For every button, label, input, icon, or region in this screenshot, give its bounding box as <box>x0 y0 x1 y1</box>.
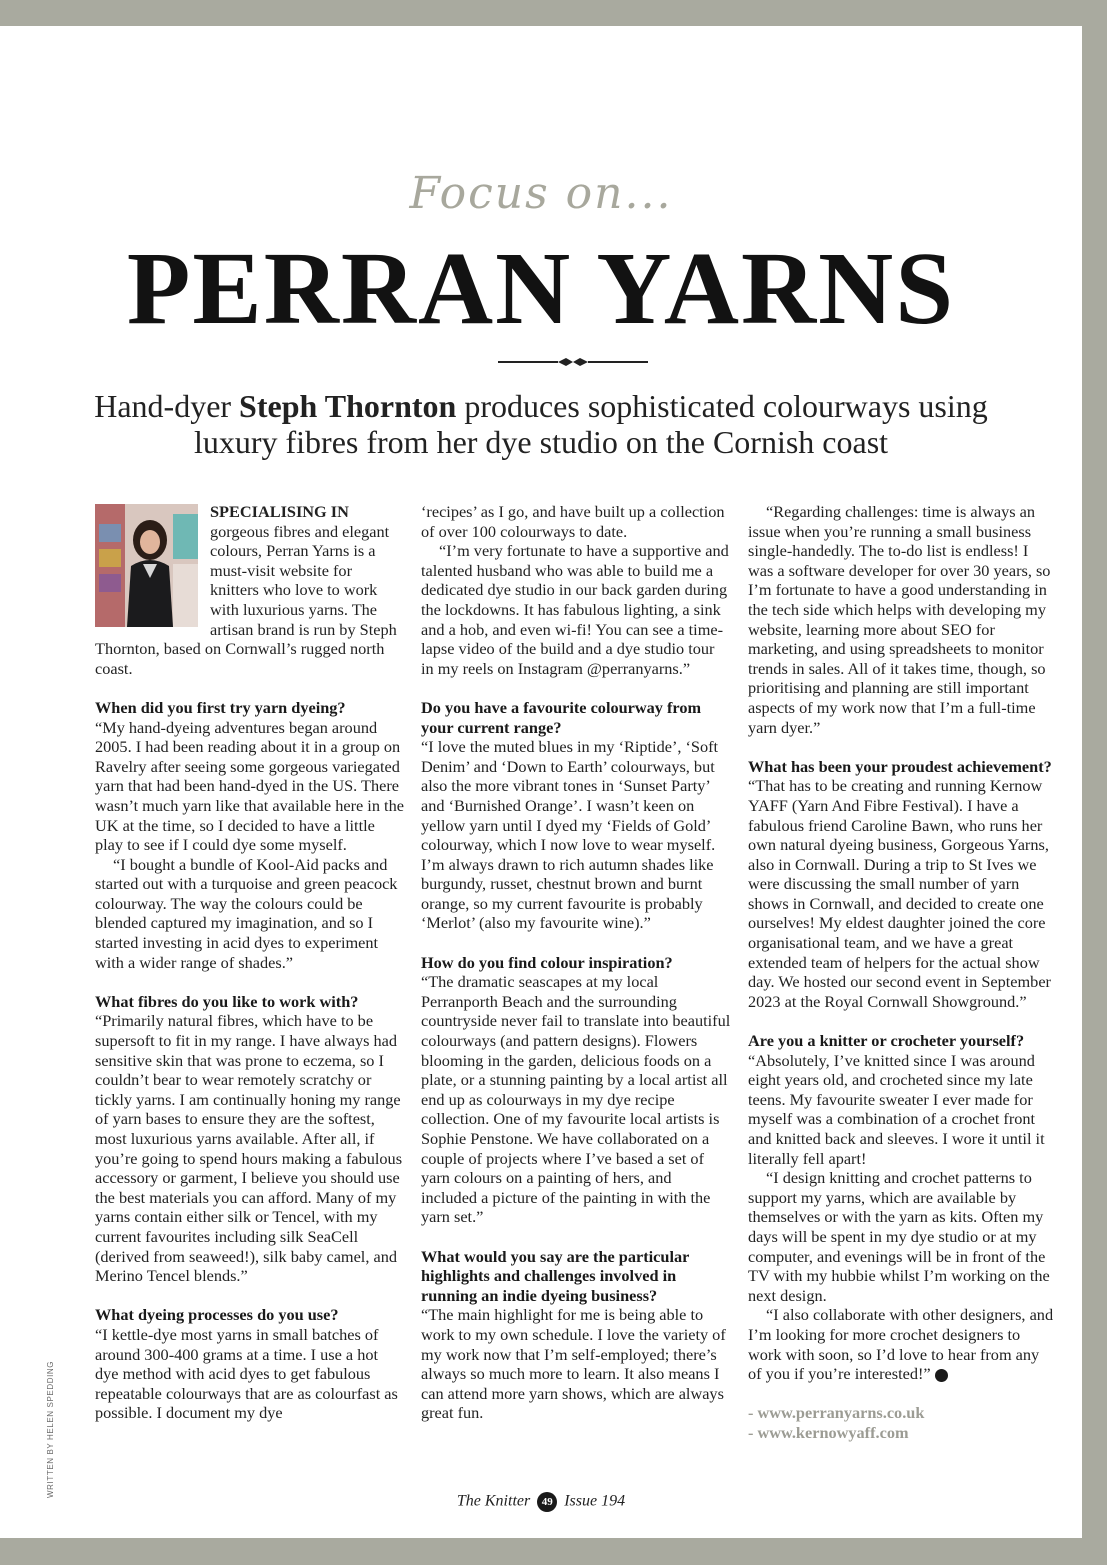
answer-paragraph: “Regarding challenges: time is always an issue when you’re running a small business single-handedly. The to-do list is endless! I was a software developer for over 30 years, so I’m fortunate to have a good understanding in the tech side which helps with developing my website, learning more about SEO for marketing, and using spreadsheets to monitor trends in sales. All of it takes time, though, so prioritising and planning are still important aspects of my work now that I’m a full-time yarn dyer.” <box>748 502 1051 737</box>
article-title: PERRAN YARNS <box>126 231 956 346</box>
portrait-illustration <box>95 504 198 627</box>
end-mark-icon: ✣ <box>935 1369 948 1382</box>
question-heading: Are you a knitter or crocheter yourself? <box>748 1031 1025 1051</box>
magazine-name: The Knitter <box>456 1492 531 1510</box>
website-link[interactable]: - www.perranyarns.co.uk <box>748 1403 925 1423</box>
answer-paragraph: “Absolutely, I’ve knitted since I was around eight years old, and crocheted since my late teens. My favourite sweater I ever made for myself was a combination of a crochet front and knitted back and sleeves. I wore it until it literally fell apart! <box>748 1050 1045 1168</box>
website-link[interactable]: - www.kernowyaff.com <box>748 1422 909 1442</box>
standfirst-text: Hand-dyer <box>94 388 240 424</box>
answer-paragraph: “Primarily natural fibres, which have to be supersoft to fit in my range. I have always had sensitive skin that was prone to eczema, so I couldn’t bear to wear remotely scratchy or tickly yarns. I am continually honing my range of yarn bases to ensure they are the softest, most luxurious yarns available. After all, if you’re going to spend hours making a fabulous accessory or garment, I believe you should use the best materials you can afford. Many of my yarns contain either silk or Tencel, with my current favourites including silk SeaCell (derived from seaweed!), silk baby camel, and Merino Tencel blends.” <box>95 1011 403 1286</box>
question-heading: What dyeing processes do you use? <box>95 1305 339 1325</box>
answer-paragraph: “I bought a bundle of Kool-Aid packs and started out with a turquoise and green peacock colourway. The way the colours could be blended captured my imagination, and so I started investing in acid dyes to experiment with a wider range of shades.” <box>95 854 398 972</box>
column-2 <box>421 502 731 1423</box>
intro-text: gorgeous fibres and elegant colours, Perran Yarns is a must-visit website for knitters who love to work with luxurious yarns. The artisan brand is run by Steph Thornton, based on Cornwall’s rugged north coast. <box>95 521 397 678</box>
column-1 <box>95 502 404 1423</box>
magazine-page <box>0 26 1082 1538</box>
page-footer <box>0 1492 1082 1512</box>
article-standfirst <box>60 388 1022 460</box>
standfirst-name: Steph Thornton <box>239 388 457 424</box>
author-credit-text: WRITTEN BY HELEN SPEDDING <box>46 1360 55 1498</box>
answer-paragraph: “That has to be creating and running Kernow YAFF (Yarn And Fibre Festival). I have a fabulous friend Caroline Bawn, who runs her own natural dyeing business, Gorgeous Yarns, also in Cornwall. During a trip to St Ives we were discussing the small number of yarn shows in Cornwall, and decided to create one ourselves! My eldest daughter joined the core organisational team, and we have a great extended team of helpers for the actual show day. We hosted our second event in September 2023 at the Royal Cornwall Showground.” <box>748 776 1051 1011</box>
question-heading: When did you first try yarn dyeing? <box>95 697 346 717</box>
answer-paragraph: “I kettle-dye most yarns in small batches of around 300-400 grams at a time. I use a hot dye method with acid dyes to get fabulous repeatable colourways that are as colourfast as possible. I document my dye <box>95 1324 398 1423</box>
answer-paragraph: ‘recipes’ as I go, and have built up a collection of over 100 colourways to date. <box>421 502 725 541</box>
page-number: 49 <box>537 1492 557 1512</box>
standfirst-text: produces sophisticated colourways using luxury fibres from her dye studio on the Cornish coast <box>193 388 988 460</box>
question-heading: Do you have a favourite colourway from your current range? <box>421 697 702 737</box>
article-kicker: Focus on... <box>409 168 673 219</box>
lead-in: SPECIALISING IN <box>210 502 349 521</box>
answer-paragraph: “I love the muted blues in my ‘Riptide’, ‘Soft Denim’ and ‘Down to Earth’ colourways, but also the more vibrant tones in ‘Sunset Party’ and ‘Burnished Orange’. I wasn’t keen on yellow yarn until I dyed my ‘Fields of Gold’ colourway, which I now love to wear myself. I’m always drawn to rich autumn shades like burgundy, russet, chestnut brown and burnt orange, so my current favourite is probably ‘Merlot’ (also my favourite wine).” <box>421 737 719 933</box>
answer-paragraph: “My hand-dyeing adventures began around 2005. I had been reading about it in a group on Ravelry after seeing some gorgeous variegated yarn that had been hand-dyed in the US. There wasn’t much yarn like that available here in the UK at the time, so I decided to have a little play to see if I could dye some myself. <box>95 717 404 855</box>
ornament-divider <box>498 357 648 367</box>
answer-paragraph: “I’m very fortunate to have a supportive and talented husband who was able to build me a dedicated dye studio in our back garden during the lockdowns. It has fabulous lighting, a sink and a hob, and even wi-fi! You can see a time-lapse video of the build and a dye studio tour in my reels on Instagram @perranyarns.” <box>421 541 729 678</box>
question-heading: What would you say are the particular highlights and challenges involved in running an indie dyeing business? <box>421 1246 690 1305</box>
portrait-photo <box>95 504 198 627</box>
question-heading: What fibres do you like to work with? <box>95 991 359 1011</box>
link-list <box>748 1403 1056 1442</box>
column-3 <box>748 502 1056 1443</box>
question-heading: What has been your proudest achievement? <box>748 756 1052 776</box>
answer-paragraph: “The main highlight for me is being able to work to my own schedule. I love the variety of my work now that I’m self-employed; there’s always so much more to learn. It also means I can attend more yarn shows, which are always great fun. <box>421 1305 726 1423</box>
question-heading: How do you find colour inspiration? <box>421 952 673 972</box>
author-credit <box>42 1360 58 1498</box>
issue-number: Issue 194 <box>564 1492 626 1510</box>
answer-paragraph: “I also collaborate with other designers, and I’m looking for more crochet designers to work with soon, so I’d love to hear from any of you if you’re interested!” <box>748 1305 1054 1384</box>
answer-paragraph: “The dramatic seascapes at my local Perranporth Beach and the surrounding countryside never fail to translate into beautiful colourways (and pattern designs). Flowers blooming in the garden, delicious foods on a plate, or a stunning painting by a local artist all end up as colourways in my dye recipe collection. One of my favourite local artists is Sophie Penstone. We have collaborated on a couple of projects where I’ve based a set of yarn colours on a painting of hers, and included a picture of the painting in with the yarn set.” <box>421 972 731 1227</box>
answer-paragraph: “I design knitting and crochet patterns to support my yarns, which are available by themselves or with the yarn as kits. Often my days will be spent in my dye studio or at my computer, and evenings will be in front of the TV with my hubbie whilst I’m working on the next design. <box>748 1168 1050 1305</box>
